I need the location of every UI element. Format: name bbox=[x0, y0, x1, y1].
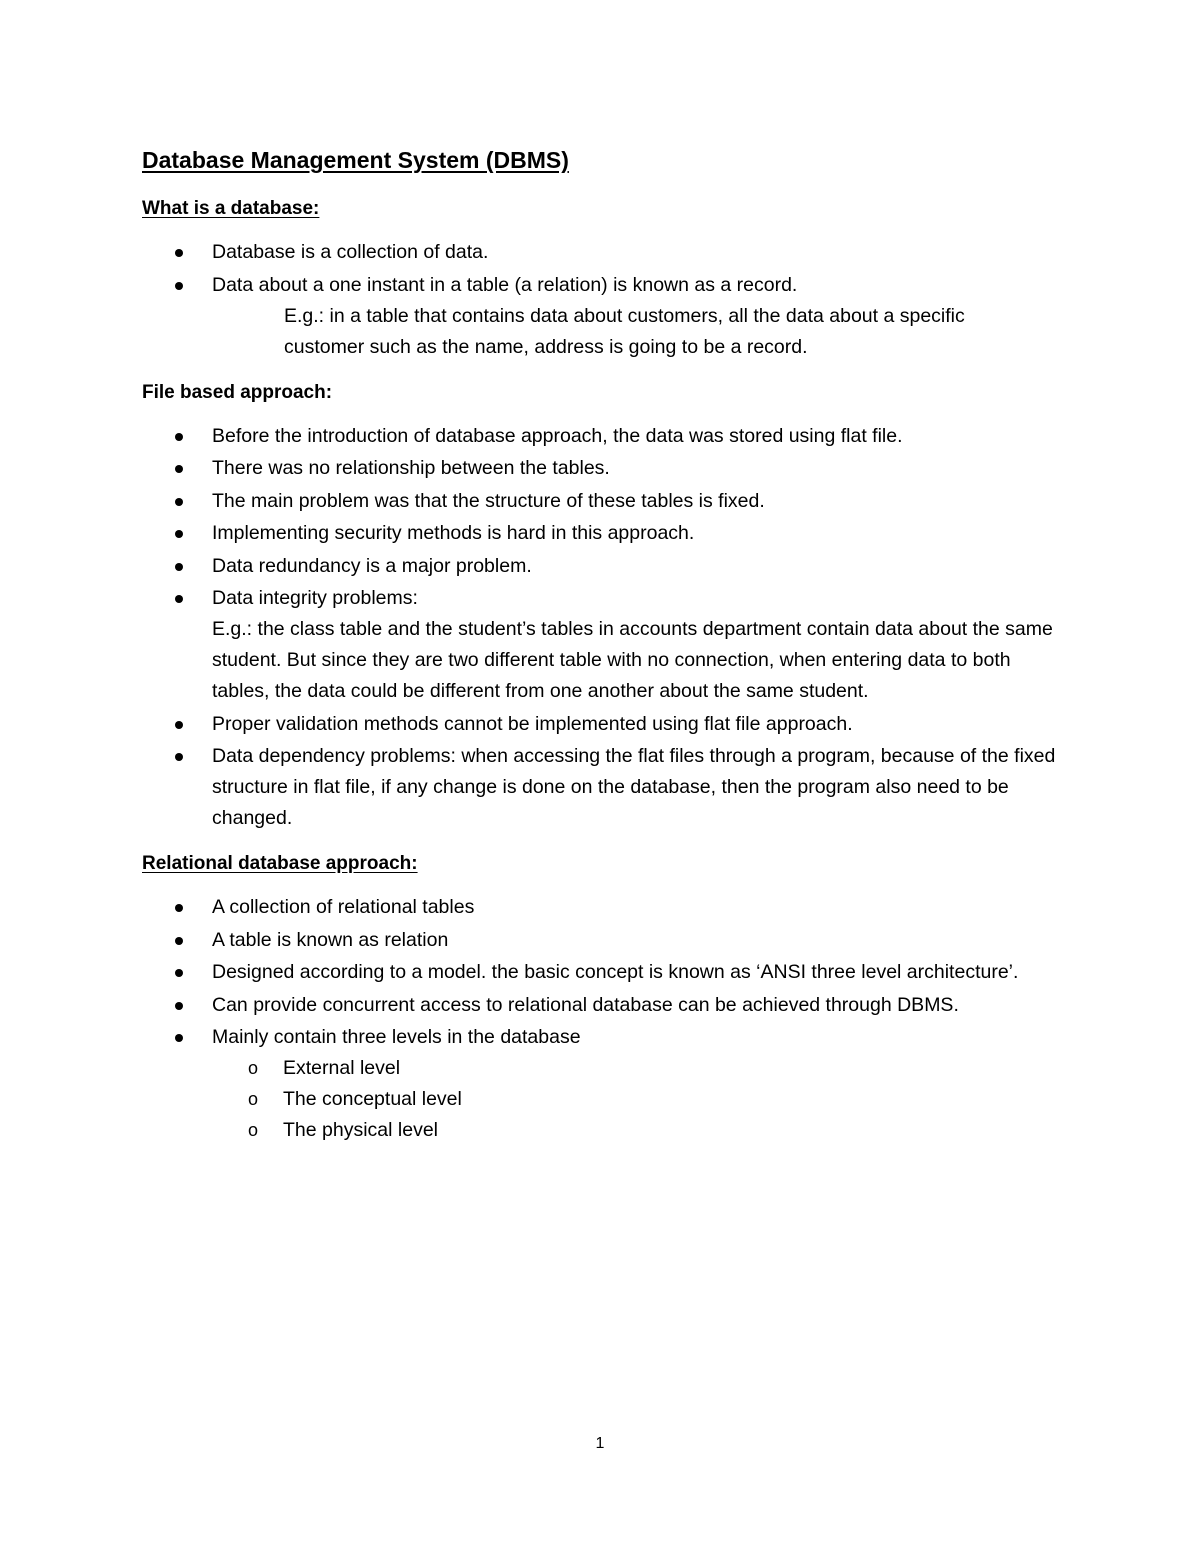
levels-list bbox=[212, 1053, 1072, 1146]
bullet-icon bbox=[175, 530, 183, 538]
what-is-database-list bbox=[142, 237, 1072, 363]
section-heading-file-based: File based approach: bbox=[142, 381, 333, 403]
list-item bbox=[142, 990, 1072, 1021]
circle-bullet-icon: o bbox=[248, 1058, 259, 1078]
list-item bbox=[142, 551, 1072, 582]
document-title: Database Management System (DBMS) bbox=[142, 147, 569, 173]
sub-list-item bbox=[212, 1115, 1072, 1146]
bullet-icon bbox=[175, 937, 183, 945]
list-item-text: There was no relationship between the tables. bbox=[212, 457, 610, 479]
bullet-icon bbox=[175, 595, 183, 603]
list-item-text: Database is a collection of data. bbox=[212, 241, 489, 263]
list-item bbox=[142, 1022, 1072, 1146]
list-item-text: Designed according to a model. the basic concept is known as ‘ANSI three level architecture’. bbox=[212, 961, 1019, 983]
list-item bbox=[142, 453, 1072, 484]
list-item-text: Data dependency problems: when accessing the flat files through a program, because of the fixed structure in flat file, if any change is done on the database, then the program also need to be changed. bbox=[212, 745, 1056, 829]
list-item bbox=[142, 741, 1072, 834]
bullet-icon bbox=[175, 1002, 183, 1010]
bullet-icon bbox=[175, 721, 183, 729]
bullet-icon bbox=[175, 753, 183, 761]
circle-bullet-icon: o bbox=[248, 1120, 259, 1140]
record-example-line-2: customer such as the name, address is going to be a record. bbox=[284, 335, 808, 358]
bullet-icon bbox=[175, 904, 183, 912]
bullet-icon bbox=[175, 249, 183, 257]
list-item-text: Mainly contain three levels in the database bbox=[212, 1026, 581, 1048]
list-item-text: Before the introduction of database approach, the data was stored using flat file. bbox=[212, 424, 903, 447]
page-number: 1 bbox=[595, 1435, 605, 1452]
list-item bbox=[142, 892, 1072, 923]
list-item-text: Can provide concurrent access to relational database can be achieved through DBMS. bbox=[212, 993, 959, 1016]
circle-bullet-icon: o bbox=[248, 1089, 259, 1109]
bullet-icon bbox=[175, 282, 183, 290]
record-example-line-1: E.g.: in a table that contains data about customers, all the data about a specific bbox=[284, 304, 965, 327]
sub-list-item-text: External level bbox=[283, 1057, 401, 1079]
list-item bbox=[142, 709, 1072, 740]
list-item-text: A table is known as relation bbox=[212, 928, 449, 951]
list-item bbox=[142, 925, 1072, 956]
sub-list-item bbox=[212, 1053, 1072, 1084]
section-heading-relational: Relational database approach: bbox=[142, 853, 418, 874]
document-body bbox=[142, 143, 1072, 1162]
list-item bbox=[142, 957, 1072, 988]
list-item bbox=[142, 583, 1072, 707]
list-item-text: A collection of relational tables bbox=[212, 896, 475, 918]
list-item bbox=[142, 237, 1072, 268]
bullet-icon bbox=[175, 969, 183, 977]
bullet-icon bbox=[175, 563, 183, 571]
bullet-icon bbox=[175, 433, 183, 441]
sub-list-item bbox=[212, 1084, 1072, 1115]
bullet-icon bbox=[175, 465, 183, 473]
list-item-text: Implementing security methods is hard in this approach. bbox=[212, 522, 695, 544]
list-item bbox=[142, 518, 1072, 549]
list-item-text: Data about a one instant in a table (a relation) is known as a record. bbox=[212, 273, 798, 296]
list-item bbox=[142, 421, 1072, 452]
integrity-example: E.g.: the class table and the student’s tables in accounts department contain data about the same student. But since they are two different table with no connection, when entering data to both tables, the data could be different from one another about the same student. bbox=[212, 618, 1053, 702]
file-based-list bbox=[142, 421, 1072, 835]
list-item-text: Data redundancy is a major problem. bbox=[212, 554, 532, 577]
list-item-text: Data integrity problems: bbox=[212, 587, 418, 609]
sub-list-item-text: The conceptual level bbox=[283, 1088, 462, 1110]
list-item-text: Proper validation methods cannot be implemented using flat file approach. bbox=[212, 712, 853, 735]
section-heading-what-is-database: What is a database: bbox=[142, 198, 320, 219]
bullet-icon bbox=[175, 1034, 183, 1042]
relational-list bbox=[142, 892, 1072, 1146]
list-item bbox=[142, 270, 1072, 363]
list-item-text: The main problem was that the structure of these tables is fixed. bbox=[212, 489, 765, 512]
list-item bbox=[142, 486, 1072, 517]
bullet-icon bbox=[175, 498, 183, 506]
sub-list-item-text: The physical level bbox=[283, 1119, 438, 1141]
